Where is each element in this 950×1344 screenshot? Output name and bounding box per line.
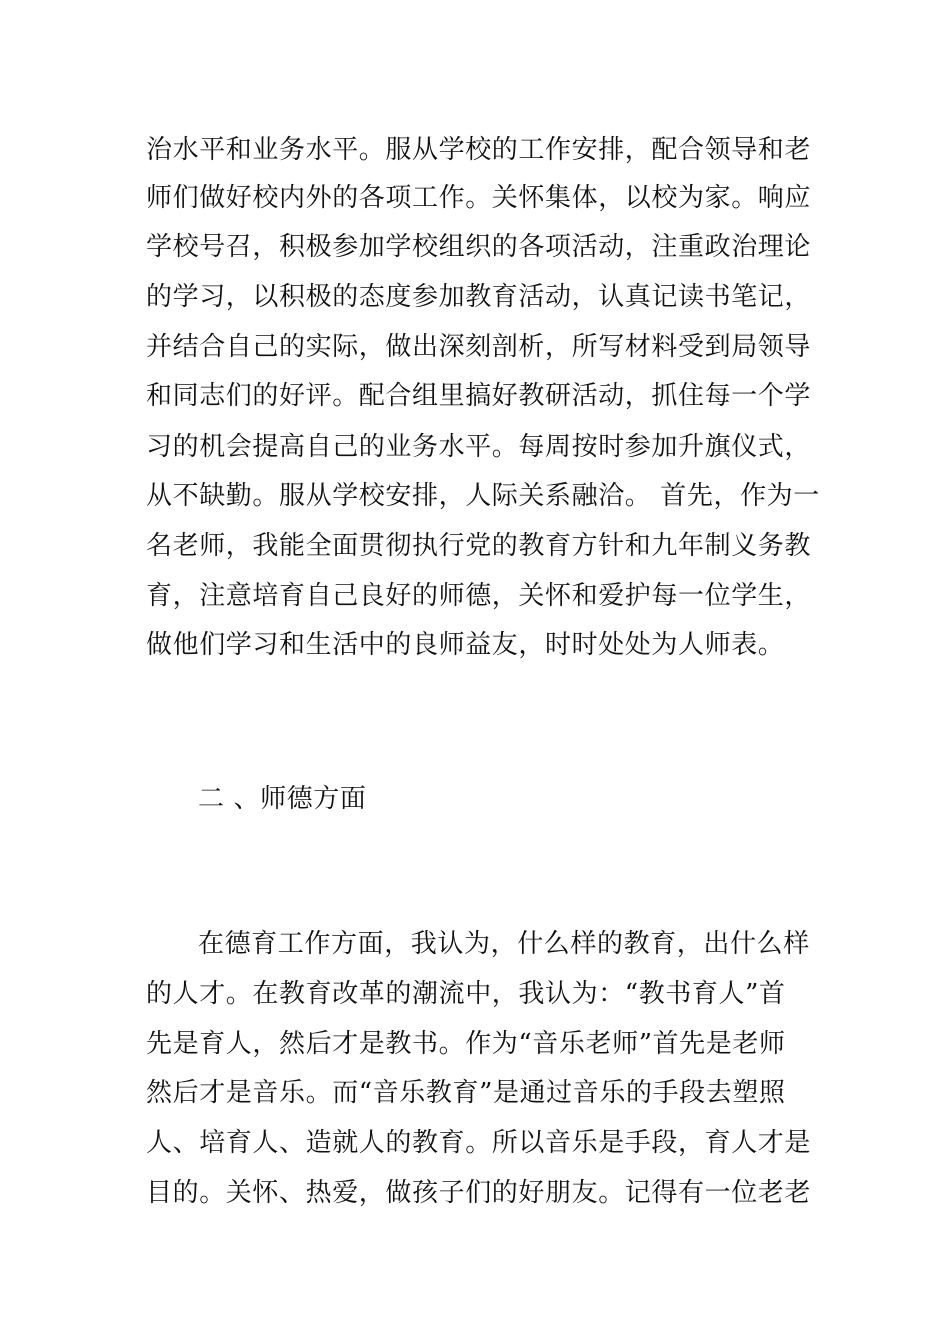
paragraph-line: 师们做好校内外的各项工作。关怀集体，以校为家。响应 [146,183,812,213]
paragraph-line: 和同志们的好评。配合组里搞好教研活动，抓住每一个学 [146,381,812,411]
paragraph-line: 学校号召，积极参加学校组织的各项活动，注重政治理论 [146,232,812,262]
paragraph-line: 人、培育人、造就人的教育。所以音乐是手段，育人才是 [146,1128,812,1158]
paragraph-line: 从不缺勤。服从学校安排，人际关系融洽。 首先，作为一 [146,481,820,511]
paragraph-line: 名老师，我能全面贯彻执行党的教育方针和九年制义务教 [146,531,812,561]
paragraph-line: 治水平和业务水平。服从学校的工作安排，配合领导和老 [146,135,812,165]
paragraph-line: 育，注意培育自己良好的师德，关怀和爱护每一位学生， [146,581,812,611]
paragraph-line: 然后才是音乐。而“音乐教育”是通过音乐的手段去塑照 [146,1078,786,1108]
paragraph-line: 并结合自己的实际，做出深刻剖析，所写材料受到局领导 [146,332,812,362]
paragraph-line: 在德育工作方面，我认为，什么样的教育，出什么样 [198,929,810,959]
paragraph-line: 目的。关怀、热爱，做孩子们的好朋友。记得有一位老老 [146,1178,812,1208]
paragraph-line: 习的机会提高自己的业务水平。每周按时参加升旗仪式， [146,432,812,462]
paragraph-line: 的人才。在教育改革的潮流中，我认为：“教书育人”首 [146,979,786,1009]
section-heading: 二 、师德方面 [198,784,367,814]
paragraph-line: 的学习，以积极的态度参加教育活动，认真记读书笔记， [146,282,812,312]
paragraph-line: 做他们学习和生活中的良师益友，时时处处为人师表。 [146,630,785,660]
paragraph-line: 先是育人，然后才是教书。作为“音乐老师”首先是老师 [146,1029,786,1059]
